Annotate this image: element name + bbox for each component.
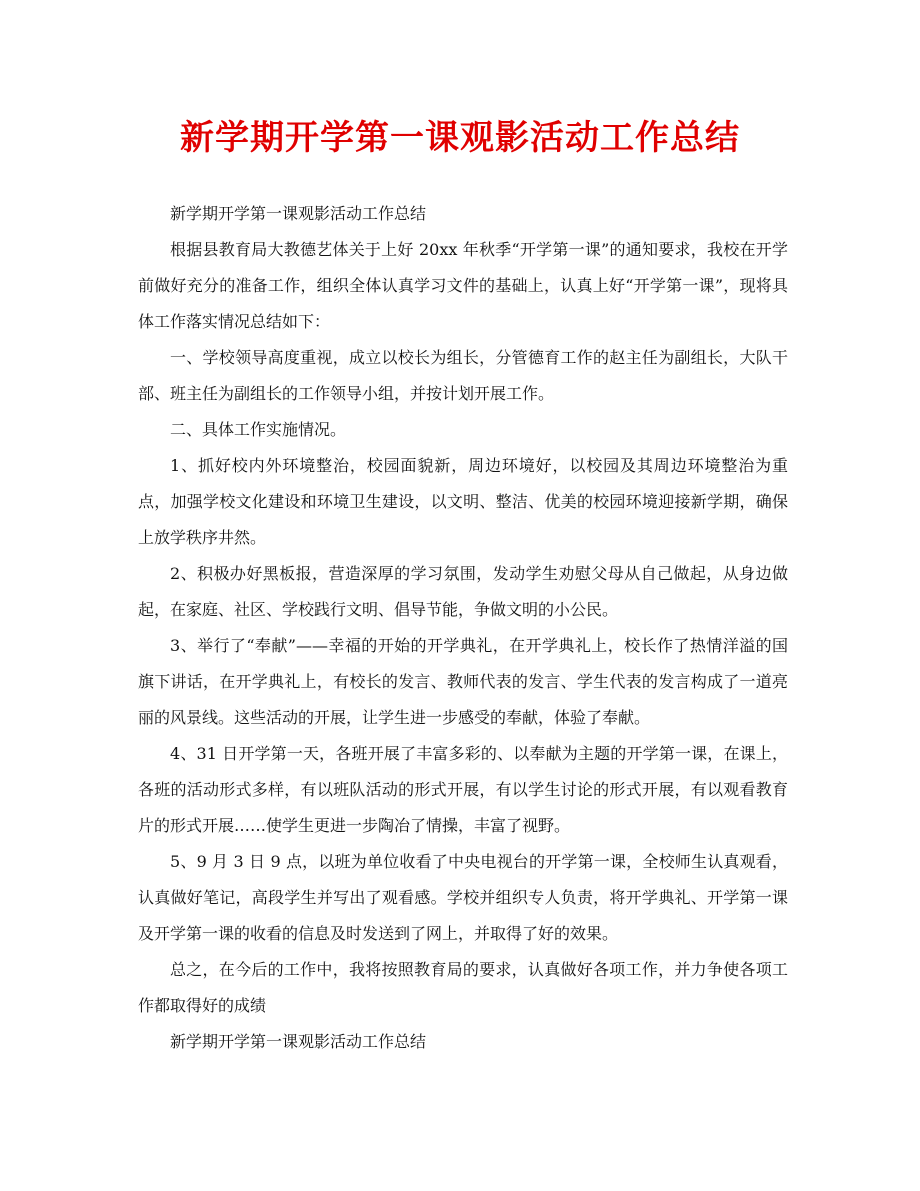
- paragraph-intro: 根据县教育局大教德艺体关于上好 20xx 年秋季“开学第一课”的通知要求，我校在开学前做好充分的准备工作，组织全体认真学习文件的基础上，认真上好“开学第一课”，现将具体工作落实情况总结如下：: [138, 240, 788, 331]
- paragraph-section-heading: 二、具体工作实施情况。: [170, 420, 347, 439]
- paragraph-leadership: 一、学校领导高度重视，成立以校长为组长，分管德育工作的赵主任为副组长，大队干部、班主任为副组长的工作领导小组，并按计划开展工作。: [138, 348, 788, 403]
- paragraph-footer-title: 新学期开学第一课观影活动工作总结: [170, 1032, 427, 1051]
- paragraph-item-5: 5、9 月 3 日 9 点，以班为单位收看了中央电视台的开学第一课，全校师生认真观看，认真做好笔记，高段学生并写出了观看感。学校并组织专人负责，将开学典礼、开学第一课及开学第一课的收看的信息及时发送到了网上，并取得了好的效果。: [138, 852, 788, 943]
- paragraph-heading-repeat: 新学期开学第一课观影活动工作总结: [170, 204, 427, 223]
- paragraph-conclusion: 总之，在今后的工作中，我将按照教育局的要求，认真做好各项工作，并力争使各项工作都取得好的成绩: [138, 960, 788, 1015]
- paragraph-item-3: 3、举行了“奉献”——幸福的开始的开学典礼，在开学典礼上，校长作了热情洋溢的国旗下讲话，在开学典礼上，有校长的发言、教师代表的发言、学生代表的发言构成了一道亮丽的风景线。这些活动的开展，让学生进一步感受的奉献，体验了奉献。: [138, 636, 788, 727]
- document-title: 新学期开学第一课观影活动工作总结: [180, 118, 740, 158]
- paragraph-item-1: 1、抓好校内外环境整治，校园面貌新，周边环境好，以校园及其周边环境整治为重点，加强学校文化建设和环境卫生建设，以文明、整洁、优美的校园环境迎接新学期，确保上放学秩序井然。: [138, 456, 788, 547]
- document-body: [138, 196, 788, 1060]
- paragraph-item-4: 4、31 日开学第一天，各班开展了丰富多彩的、以奉献为主题的开学第一课，在课上，各班的活动形式多样，有以班队活动的形式开展，有以学生讨论的形式开展，有以观看教育片的形式开展……使学生更进一步陶冶了情操，丰富了视野。: [138, 744, 788, 835]
- paragraph-item-2: 2、积极办好黑板报，营造深厚的学习氛围，发动学生劝慰父母从自己做起，从身边做起，在家庭、社区、学校践行文明、倡导节能，争做文明的小公民。: [138, 564, 788, 619]
